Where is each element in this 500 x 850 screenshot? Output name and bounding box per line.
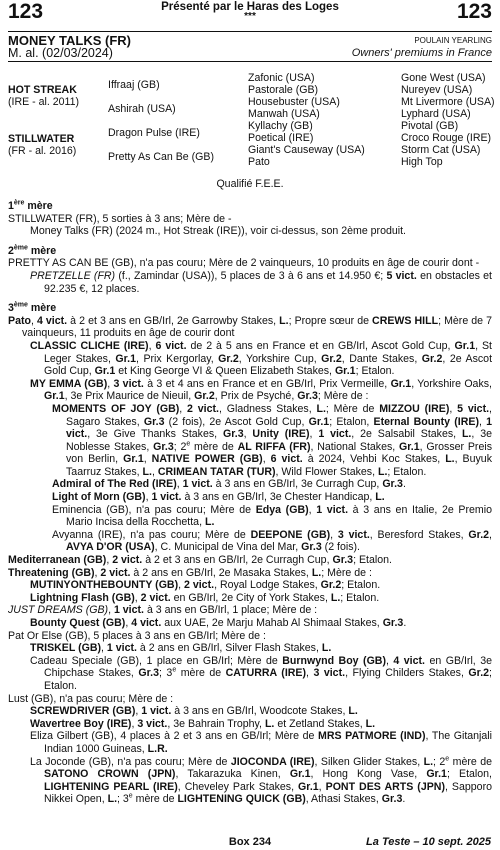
pedigree-g4: Storm Cat (USA): [401, 144, 481, 156]
box-number: Box 234: [228, 836, 272, 848]
pedigree-g4: Nureyev (USA): [401, 84, 473, 96]
pedigree-dam-details: (FR - al. 2016): [8, 145, 77, 157]
pedigree-sire: HOT STREAK: [8, 84, 77, 96]
paragraph: Money Talks (FR) (2024 m., Hot Streak (IRE)), voir ci-dessus, son 2ème produit.: [30, 225, 407, 238]
paragraph: MY EMMA (GB), 3 vict. à 3 et 4 ans en France et en GB/Irl, Prix Vermeille, Gr.1, Yorkshire Oaks, Gr.1, 3e Prix Maurice de Nieuil, Gr.2, Prix de Psyché, Gr.3; Mère de :: [30, 377, 492, 403]
paragraph: SCREWDRIVER (GB), 1 vict. à 3 ans en GB/Irl, Woodcote Stakes, L.: [30, 705, 358, 718]
header-rule-lower: [8, 61, 492, 62]
horse-category: POULAIN YEARLING: [414, 36, 492, 45]
pedigree-dam: STILLWATER: [8, 133, 75, 145]
pedigree-g3: Pato: [248, 156, 270, 168]
paragraph: Cadeau Speciale (GB), 1 place en GB/Irl; Mère de Burnwynd Boy (GB), 4 vict. en GB/Irl, 3e Chipchase Stakes, Gr.3; 3e mère de CATURRA (IRE), 3 vict., Flying Childers Stakes, Gr.2; Etalon.: [30, 654, 492, 692]
pedigree-g2: Ashirah (USA): [108, 103, 176, 115]
pedigree-g2: Iffraaj (GB): [108, 79, 160, 91]
paragraph: Pat Or Else (GB), 5 places à 3 ans en GB/Irl; Mère de :: [8, 629, 266, 642]
presenter-line: Présenté par le Haras des Loges: [161, 1, 339, 13]
pedigree-g4: High Top: [401, 156, 443, 168]
horse-name: MONEY TALKS (FR): [8, 33, 132, 48]
pedigree-g2: Pretty As Can Be (GB): [108, 151, 214, 163]
paragraph: MUTINYONTHEBOUNTY (GB), 2 vict., Royal Lodge Stakes, Gr.2; Etalon.: [30, 579, 381, 592]
section-heading-3rd-dam: 3ème mère: [8, 301, 57, 315]
lot-number-right: 123: [456, 0, 492, 23]
paragraph: Light of Morn (GB), 1 vict. à 3 ans en GB/Irl, 3e Chester Handicap, L.: [52, 491, 385, 504]
paragraph: Lightning Flash (GB), 2 vict. en GB/Irl, 2e City of York Stakes, L.; Etalon.: [30, 591, 380, 604]
pedigree-g3: Kyllachy (GB): [248, 120, 313, 132]
section-heading-1st-dam: 1ère mère: [8, 199, 53, 212]
paragraph: Mediterranean (GB), 2 vict. à 2 et 3 ans en GB/Irl, 2e Curragh Cup, Gr.3; Etalon.: [8, 554, 392, 567]
paragraph: MOMENTS OF JOY (GB), 2 vict., Gladness Stakes, L.; Mère de MIZZOU (IRE), 5 vict., Sagaro Stakes, Gr.3 (2 fois), 2e Ascot Gold Cup, Gr.1; Etalon, Eternal Bounty (IRE), 1 vict., 3e Give Thanks Stakes, Gr.3, Unity (IRE), 1 vict., 2e Salsabil Stakes, L., 3e Noblesse Stakes, Gr.3; 2e mère de AL RIFFA (FR), National Stakes, Gr.1, Grosser Preis von Berlin, Gr.1, NATIVE POWER (GB), 6 vict. à 2024, Vehbi Koc Stakes, L., Buyuk Taarruz Stakes, L., CRIMEAN TATAR (TUR), Wild Flower Stakes, L.; Etalon.: [52, 402, 493, 478]
lot-number-left: 123: [8, 0, 44, 23]
paragraph: Threatening (GB), 2 vict. à 2 ans en GB/Irl, 2e Masaka Stakes, L.; Mère de :: [8, 566, 372, 579]
paragraph: Eminencia (GB), n'a pas couru; Mère de Edya (GB), 1 vict. à 3 ans en Italie, 2e Premio Mario Incisa della Rocchetta, L.: [52, 503, 492, 529]
pedigree-sire-details: (IRE - al. 2011): [8, 96, 80, 108]
section-heading-2nd-dam: 2ème mère: [8, 244, 57, 257]
paragraph: Bounty Quest (GB), 4 vict. aux UAE, 2e Marju Mahab Al Shimaal Stakes, Gr.3.: [30, 617, 407, 629]
pedigree-g4: Croco Rouge (IRE): [401, 132, 492, 144]
pedigree-g3: Poetical (IRE): [248, 132, 314, 144]
pedigree-g3: Manwah (USA): [248, 108, 320, 120]
catalogue-body: [8, 200, 492, 806]
paragraph: JUST DREAMS (GB), 1 vict. à 3 ans en GB/Irl, 1 place; Mère de :: [8, 604, 318, 617]
header-rule: [8, 31, 492, 32]
page-footer: [0, 835, 500, 849]
paragraph: Wavertree Boy (IRE), 3 vict., 3e Bahrain Trophy, L. et Zetland Stakes, L.: [30, 717, 376, 730]
owners-premiums: Owners' premiums in France: [351, 47, 492, 59]
pedigree-g4: Lyphard (USA): [401, 108, 471, 120]
pedigree-g4: Mt Livermore (USA): [401, 96, 495, 108]
horse-details: M. al. (02/03/2024): [8, 46, 113, 60]
pedigree-g2: Dragon Pulse (IRE): [108, 127, 200, 139]
sale-venue-date: La Teste – 10 sept. 2025: [366, 836, 491, 848]
pedigree-g4: Gone West (USA): [401, 72, 486, 84]
paragraph: PRETTY AS CAN BE (GB), n'a pas couru; Mère de 2 vainqueurs, 10 produits en âge de courir dont -: [8, 257, 480, 270]
paragraph: La Joconde (GB), n'a pas couru; Mère de JIOCONDA (IRE), Silken Glider Stakes, L.; 2e mère de SATONO CROWN (JPN), Takarazuka Kinen, Gr.1, Hong Kong Vase, Gr.1; Etalon, LIGHTENING PEARL (IRE), Cheveley Park Stakes, Gr.1, PONT DES ARTS (JPN), Sapporo Nikkei Open, L.; 3e mère de LIGHTENING QUICK (GB), Athasi Stakes, Gr.3.: [30, 755, 492, 806]
paragraph: STILLWATER (FR), 5 sorties à 3 ans; Mère de -: [8, 212, 232, 225]
paragraph: PRETZELLE (FR) (f., Zamindar (USA)), 5 places de 3 à 6 ans et 14.950 €; 5 vict. en obstacles et 92.235 €, 12 places.: [30, 269, 492, 295]
qualification-note: Qualifié F.E.E.: [216, 178, 284, 190]
paragraph: Pato, 4 vict. à 2 et 3 ans en GB/Irl, 2e Garrowby Stakes, L.; Propre sœur de CREWS HILL; Mère de 7 vainqueurs, 11 produits en âge de courir dont: [8, 314, 492, 340]
pedigree-g4: Pivotal (GB): [401, 120, 459, 132]
pedigree-g3: Pastorale (GB): [248, 84, 319, 96]
paragraph: TRISKEL (GB), 1 vict. à 2 ans en GB/Irl, Silver Flash Stakes, L.: [30, 642, 332, 655]
pedigree-g3: Giant's Causeway (USA): [248, 144, 365, 156]
paragraph: Lust (GB), n'a pas couru; Mère de :: [8, 692, 174, 705]
paragraph: Avyanna (IRE), n'a pas couru; Mère de DEEPONE (GB), 3 vict., Beresford Stakes, Gr.2, AVYA D'OR (USA), C. Municipal de Vina del Mar, Gr.3 (2 fois).: [52, 528, 492, 554]
paragraph: Eliza Gilbert (GB), 4 places à 2 et 3 ans en GB/Irl; Mère de MRS PATMORE (IND), The Gitanjali Indian 1000 Guineas, L.R.: [30, 730, 493, 755]
presenter-stars: ***: [244, 11, 256, 22]
pedigree-g3: Housebuster (USA): [248, 96, 340, 108]
pedigree-g3: Zafonic (USA): [248, 72, 315, 84]
paragraph: CLASSIC CLICHE (IRE), 6 vict. de 2 à 5 ans en France et en GB/Irl, Ascot Gold Cup, Gr.1, St Leger Stakes, Gr.1, Prix Kergorlay, Gr.2, Yorkshire Cup, Gr.2, Dante Stakes, Gr.2, 2e Ascot Gold Cup, Gr.1 et King George VI & Queen Elizabeth Stakes, Gr.1; Etalon.: [30, 339, 493, 378]
paragraph: Admiral of The Red (IRE), 1 vict. à 3 ans en GB/Irl, 3e Curragh Cup, Gr.3.: [52, 478, 406, 491]
